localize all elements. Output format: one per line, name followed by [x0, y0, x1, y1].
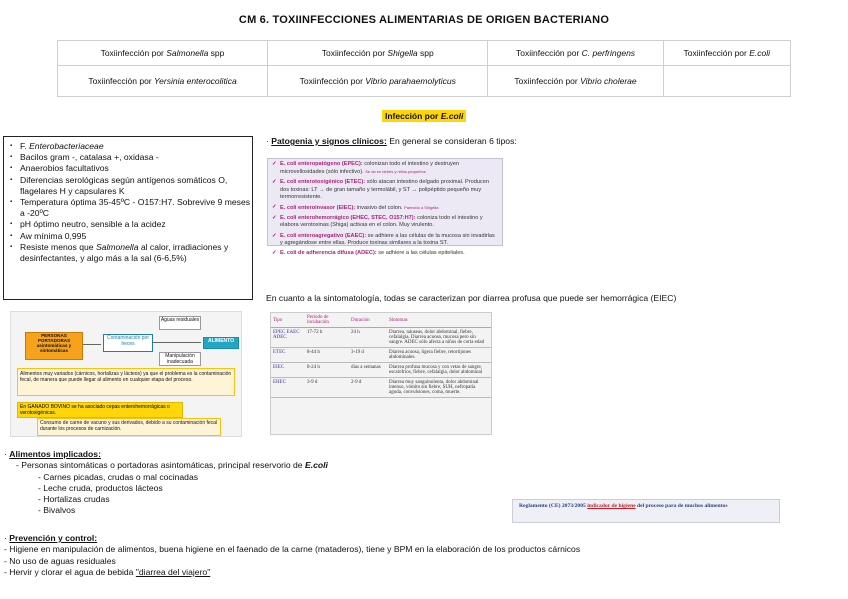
nav-shigella[interactable]: Toxiinfección por Shigella spp [267, 41, 488, 66]
pathogeny-heading: · Patogenia y signos clínicos: En general se consideran 6 tipos: [266, 136, 517, 146]
nav-vibrio-parahaemolyticus[interactable]: Toxiinfección por Vibrio parahaemolyticus [267, 66, 488, 97]
nav-vibrio-cholerae[interactable]: Toxiinfección por Vibrio cholerae [488, 66, 663, 97]
foods-main: - Personas sintomáticas o portadoras asintomáticas, principal reservorio de E.coli [16, 460, 328, 471]
regulation-note: Reglamento (CE) 2073/2005 indicador de higiene del proceso para de muchos alimentos [512, 499, 780, 523]
table-row: EPEC EAEC ADEC 17-72 h 24 h Diarrea, náuseas, dolor abdominal, fiebre, cefalalgia. Diarrea acuosa, mucosa pero sin sangre. ADEC sólo afecta a niños de corta edad [271, 328, 491, 348]
diagram-note-beef: Consumo de carne de vacuno y sus derivados, debido a su contaminación fecal durante los procesos de carnización. [37, 418, 221, 436]
col-duracion: Duración [349, 313, 387, 328]
list-item: ▪ Bacilos gram -, catalasa +, oxidasa - [10, 152, 252, 163]
handling-node: Manipulación inadecuada [159, 352, 201, 366]
topic-navigation [57, 40, 791, 97]
pathotype-epec: ✓ E. coli enteropatógeno (EPEC): colonizan todo el intestino y destruyen microvellosidades (sólo infectivo). Se da en bebés y niños pequeños [272, 161, 498, 176]
list-item: ▪ Anaerobios facultativos [10, 163, 252, 174]
foods-heading: · Alimentos implicados: [4, 449, 101, 459]
pathotype-etec: ✓ E. coli enterotoxigénico (ETEC): sólo atacan intestino delgado proximal. Producen dos toxinas: LT → de gran tamaño y termolábil, y ST → polipéptido pequeño muy termorresistente. [272, 179, 498, 201]
foods-section [4, 449, 328, 517]
pathotype-eiec: ✓ E. coli enteroinvasor (EIEC): invasivo del colon. Parecido a Shigella [272, 204, 498, 212]
page-title: CM 6. TOXIINFECCIONES ALIMENTARIAS DE ORIGEN BACTERIANO [238, 14, 610, 26]
prevention-heading: · Prevención y control: [4, 533, 98, 543]
table-row: EIEC 8-24 h días a semanas Diarrea profusa mucosa y con vetas de sangre, escalofríos, fiebre, cefalalgia, dolor abdominal [271, 363, 491, 378]
food-node: ALIMENTO [203, 337, 239, 349]
pathotype-adec: ✓ E. coli de adherencia difusa (ADEC): se adhiere a las células epiteliales. [272, 250, 498, 257]
col-sintomas: Síntomas [387, 313, 491, 328]
table-row: ETEC 8-44 h 3-19 d Diarrea acuosa, ligera fiebre, retortijones abdominales. [271, 348, 491, 363]
col-incubacion: Período de incubación [305, 313, 349, 328]
diagram-note-foods: Alimentos muy variados (cárnicos, hortalizas y lácteos) ya que el problema es la contaminación fecal, de manera que puede llegar al alimento en cualquier etapa del proceso. [17, 368, 235, 396]
section-heading-ecoli: Infección por E.coli [382, 110, 466, 122]
nav-empty-cell [663, 66, 790, 97]
symptoms-table [270, 312, 492, 435]
list-item: - Hervir y clorar el agua de bebida "diarrea del viajero" [4, 566, 211, 577]
col-tipo: Tipo [271, 313, 305, 328]
list-item: - Hortalizas crudas [38, 494, 110, 505]
bovine-node: En GANADO BOVINO se ha asociado cepas enterohemorrágicas o verotoxigénicas. [17, 402, 183, 418]
table-row: EHEC 3-9 d 2-9 d Diarrea muy sanguinolenta, dolor abdominal intenso, vómito sin fiebre, SUH, nefropatía aguda, convulsiones, coma, muerte. [271, 378, 491, 398]
nav-c-perfringens[interactable]: Toxiinfección por C. perfringens [488, 41, 663, 66]
list-item: ▪ Diferencias serológicas según antígenos somáticos O, flagelares H y capsulares K [10, 175, 252, 197]
contamination-node: Contaminación por heces [103, 334, 153, 352]
list-item: ▪ Temperatura óptima 35-45ºC - O157:H7. Sobrevive 9 meses a -20ºC [10, 197, 252, 219]
pathotype-eaec: ✓ E. coli enteroagregativo (EAEC): se adhiere a las células de la mucosa sin invadirlas y agregándose entre ellas. Produce toxinas similares a la toxina ST. [272, 233, 498, 247]
list-item: - Bivalvos [38, 505, 76, 516]
symptoms-text: En cuanto a la sintomatología, todas se caracterizan por diarrea profusa que puede ser hemorrágica (EIEC) [266, 293, 677, 303]
list-item: ▪ Aw mínima 0,995 [10, 231, 252, 242]
water-node: Aguas residuales [159, 316, 201, 330]
list-item: ▪ pH óptimo neutro, sensible a la acidez [10, 219, 252, 230]
list-item: ▪ F. Enterobacteriaceae [10, 141, 252, 152]
list-item: ▪ Resiste menos que Salmonella al calor, irradiaciones y desinfectantes, y algo más a la sal (6-6,5%) [10, 242, 252, 264]
nav-e-coli[interactable]: Toxiinfección por E.coli [663, 41, 790, 66]
nav-yersinia[interactable]: Toxiinfección por Yersinia enterocolitica [58, 66, 268, 97]
pathotype-ehec: ✓ E. coli enterohemorrágico (EHEC, STEC, O157:H7): coloniza todo el intestino y elabora verotoxinas (Shiga) activas en el colon. Muy virulento. [272, 215, 498, 229]
prevention-section [4, 533, 580, 578]
pathotypes-box [267, 158, 503, 257]
carriers-node: PERSONAS PORTADORAS asintomáticas y sintomáticas [25, 332, 83, 360]
list-item: - No uso de aguas residuales [4, 555, 116, 566]
characteristics-box [3, 136, 253, 300]
transmission-diagram [10, 311, 242, 437]
list-item: - Leche cruda, productos lácteos [38, 482, 163, 493]
nav-salmonella[interactable]: Toxiinfección por Salmonella spp [58, 41, 268, 66]
list-item: - Carnes picadas, crudas o mal cocinadas [38, 471, 199, 482]
list-item: - Higiene en manipulación de alimentos, buena higiene en el faenado de la carne (mataderos), tiene y BPM en la elaboración de los productos cárnicos [4, 544, 581, 555]
